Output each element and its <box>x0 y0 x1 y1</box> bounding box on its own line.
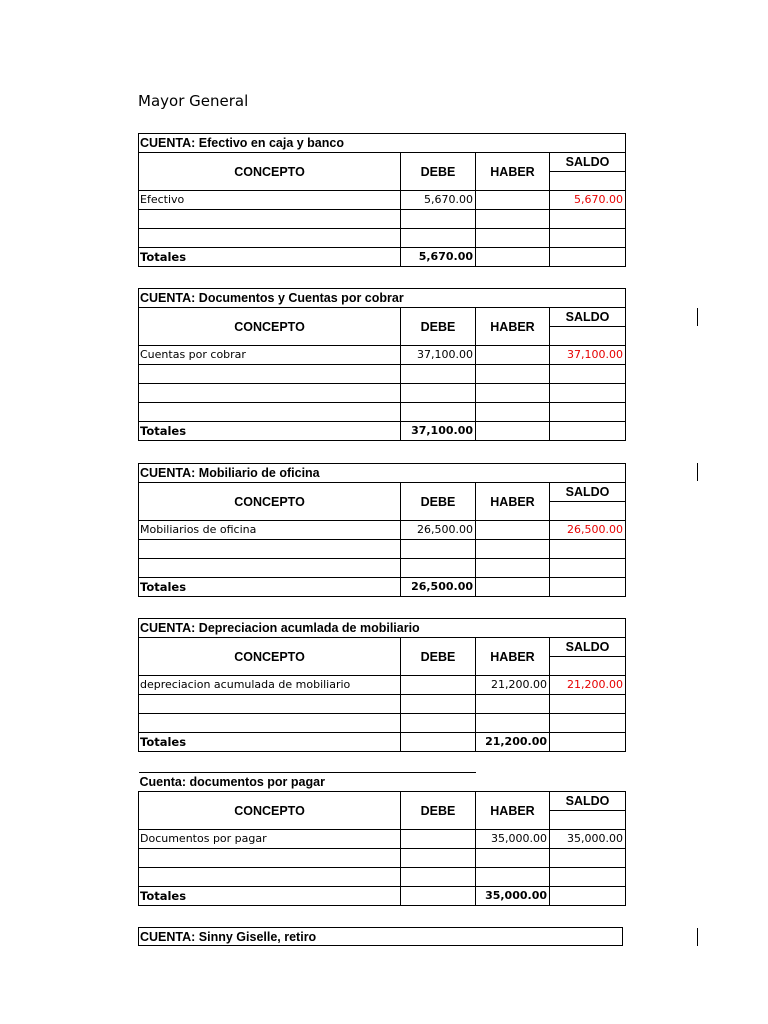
empty-cell <box>401 229 476 248</box>
totals-label: Totales <box>139 733 401 752</box>
totals-debe: 26,500.00 <box>401 578 476 597</box>
totals-haber <box>476 422 550 441</box>
entry-saldo: 21,200.00 <box>550 676 626 695</box>
account-title: Cuenta: documentos por pagar <box>139 773 476 792</box>
empty-cell <box>139 229 401 248</box>
totals-label: Totales <box>139 422 401 441</box>
empty-cell <box>550 365 626 384</box>
header-debe: DEBE <box>401 153 476 191</box>
empty-cell <box>139 403 401 422</box>
header-saldo: SALDO <box>550 483 626 502</box>
empty-cell <box>139 559 401 578</box>
account-title: CUENTA: Efectivo en caja y banco <box>139 134 626 153</box>
header-concepto: CONCEPTO <box>139 638 401 676</box>
totals-haber <box>476 578 550 597</box>
totals-label: Totales <box>139 248 401 267</box>
empty-cell <box>550 695 626 714</box>
totals-debe: 37,100.00 <box>401 422 476 441</box>
saldo-sub-cell <box>550 172 626 191</box>
empty-cell <box>401 714 476 733</box>
entry-debe <box>401 830 476 849</box>
entry-haber <box>476 346 550 365</box>
header-debe: DEBE <box>401 308 476 346</box>
empty-cell <box>401 365 476 384</box>
empty-cell <box>550 578 626 597</box>
header-debe: DEBE <box>401 638 476 676</box>
empty-cell <box>476 849 550 868</box>
entry-concepto: Mobiliarios de oficina <box>139 521 401 540</box>
empty-cell <box>550 422 626 441</box>
header-haber: HABER <box>476 638 550 676</box>
header-haber: HABER <box>476 308 550 346</box>
entry-concepto: Documentos por pagar <box>139 830 401 849</box>
empty-cell <box>401 384 476 403</box>
empty-cell <box>476 559 550 578</box>
entry-debe: 37,100.00 <box>401 346 476 365</box>
empty-cell <box>401 540 476 559</box>
totals-haber <box>476 248 550 267</box>
header-saldo: SALDO <box>550 308 626 327</box>
empty-cell <box>139 695 401 714</box>
empty-cell <box>550 887 626 906</box>
empty-cell <box>550 229 626 248</box>
entry-haber: 35,000.00 <box>476 830 550 849</box>
entry-debe <box>401 676 476 695</box>
empty-cell <box>476 868 550 887</box>
saldo-sub-cell <box>550 657 626 676</box>
empty-cell <box>139 540 401 559</box>
empty-cell <box>401 210 476 229</box>
empty-cell <box>139 868 401 887</box>
entry-concepto: Efectivo <box>139 191 401 210</box>
account-title: CUENTA: Documentos y Cuentas por cobrar <box>139 289 626 308</box>
entry-haber <box>476 521 550 540</box>
entry-debe: 5,670.00 <box>401 191 476 210</box>
empty-cell <box>476 695 550 714</box>
empty-cell <box>476 365 550 384</box>
ledger-account-cuentas-por-cobrar <box>138 288 626 441</box>
divider-line <box>549 945 623 946</box>
empty-cell <box>476 229 550 248</box>
header-concepto: CONCEPTO <box>139 153 401 191</box>
empty-cell <box>476 773 550 792</box>
empty-cell <box>550 868 626 887</box>
empty-cell <box>550 210 626 229</box>
saldo-sub-cell <box>550 327 626 346</box>
totals-haber: 35,000.00 <box>476 887 550 906</box>
page-title: Mayor General <box>138 92 249 110</box>
empty-cell <box>550 248 626 267</box>
empty-cell <box>139 849 401 868</box>
header-saldo: SALDO <box>550 153 626 172</box>
header-haber: HABER <box>476 483 550 521</box>
header-concepto: CONCEPTO <box>139 308 401 346</box>
header-saldo: SALDO <box>550 792 626 811</box>
totals-label: Totales <box>139 578 401 597</box>
ledger-account-mobiliario <box>138 463 626 597</box>
totals-debe <box>401 887 476 906</box>
totals-label: Totales <box>139 887 401 906</box>
empty-cell <box>139 210 401 229</box>
entry-concepto: depreciacion acumulada de mobiliario <box>139 676 401 695</box>
entry-debe: 26,500.00 <box>401 521 476 540</box>
empty-cell <box>550 384 626 403</box>
ledger-account-depreciacion <box>138 618 626 752</box>
empty-cell <box>550 733 626 752</box>
cursor-mark <box>697 928 698 946</box>
entry-concepto: Cuentas por cobrar <box>139 346 401 365</box>
totals-debe: 5,670.00 <box>401 248 476 267</box>
totals-haber: 21,200.00 <box>476 733 550 752</box>
account-title-retiro: CUENTA: Sinny Giselle, retiro <box>138 927 623 946</box>
totals-debe <box>401 733 476 752</box>
empty-cell <box>401 559 476 578</box>
ledger-account-documentos-por-pagar <box>138 772 626 906</box>
entry-haber: 21,200.00 <box>476 676 550 695</box>
empty-cell <box>550 403 626 422</box>
header-saldo: SALDO <box>550 638 626 657</box>
empty-cell <box>401 868 476 887</box>
header-haber: HABER <box>476 153 550 191</box>
empty-cell <box>476 714 550 733</box>
empty-cell <box>550 849 626 868</box>
empty-cell <box>139 365 401 384</box>
empty-cell <box>476 540 550 559</box>
header-concepto: CONCEPTO <box>139 483 401 521</box>
empty-cell <box>550 559 626 578</box>
cursor-mark <box>697 463 698 481</box>
cursor-mark <box>697 308 698 326</box>
entry-haber <box>476 191 550 210</box>
empty-cell <box>476 210 550 229</box>
empty-cell <box>139 384 401 403</box>
empty-cell <box>476 384 550 403</box>
entry-saldo: 26,500.00 <box>550 521 626 540</box>
empty-cell <box>401 403 476 422</box>
saldo-sub-cell <box>550 502 626 521</box>
header-debe: DEBE <box>401 792 476 830</box>
empty-cell <box>550 540 626 559</box>
account-title: CUENTA: Mobiliario de oficina <box>139 464 626 483</box>
entry-saldo: 37,100.00 <box>550 346 626 365</box>
header-haber: HABER <box>476 792 550 830</box>
saldo-sub-cell <box>550 811 626 830</box>
account-title: CUENTA: Depreciacion acumlada de mobiliario <box>139 619 626 638</box>
empty-cell <box>476 403 550 422</box>
entry-saldo: 5,670.00 <box>550 191 626 210</box>
header-debe: DEBE <box>401 483 476 521</box>
empty-cell <box>401 849 476 868</box>
header-concepto: CONCEPTO <box>139 792 401 830</box>
ledger-account-efectivo <box>138 133 626 267</box>
empty-cell <box>550 714 626 733</box>
empty-cell <box>550 773 626 792</box>
entry-saldo: 35,000.00 <box>550 830 626 849</box>
empty-cell <box>139 714 401 733</box>
empty-cell <box>401 695 476 714</box>
